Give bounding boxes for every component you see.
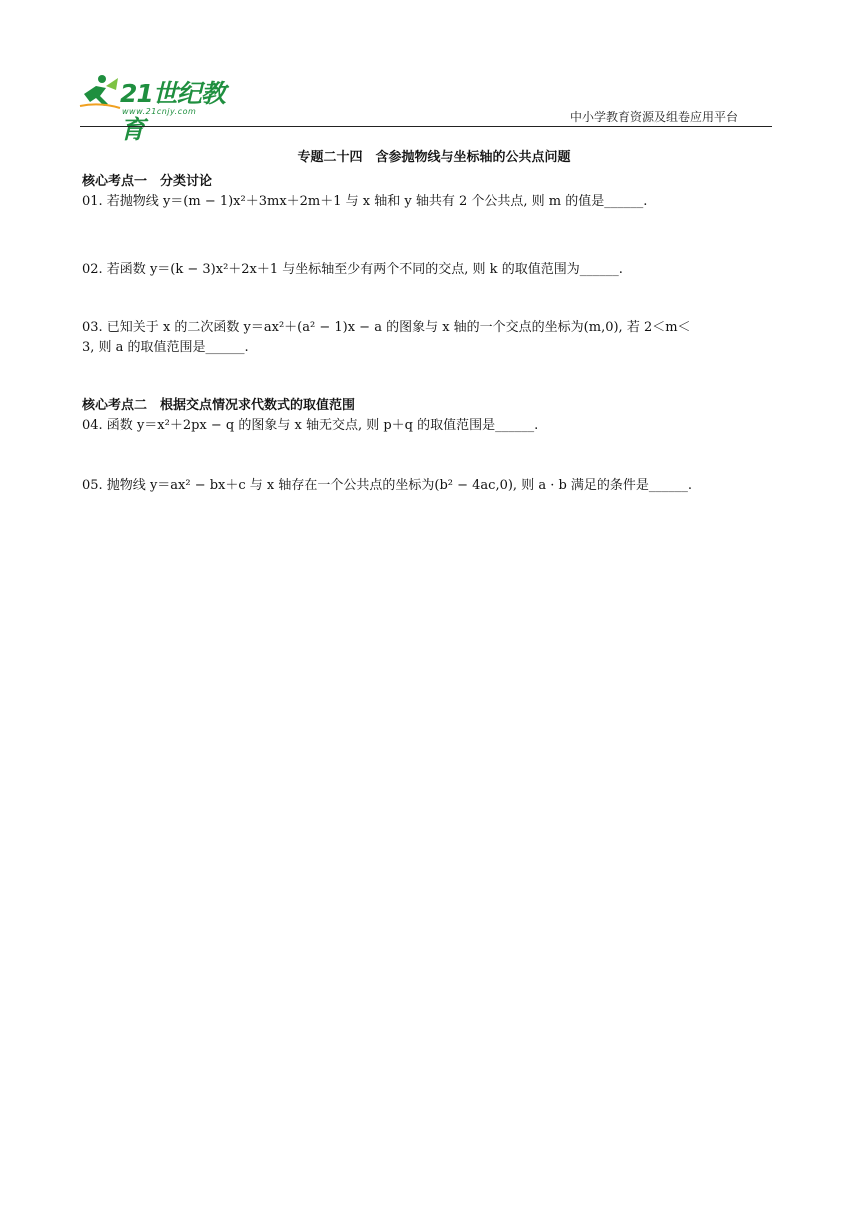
section-heading-2: 核心考点二 根据交点情况求代数式的取值范围 (82, 398, 356, 413)
logo-text: 21世纪教育 (120, 79, 225, 144)
doc-title: 专题二十四 含参抛物线与坐标轴的公共点问题 (297, 150, 571, 165)
question-03-line-1: 03. 已知关于 x 的二次函数 y＝ax²＋(a² − 1)x − a 的图象与 x 轴的一个交点的坐标为(m,0), 若 2＜m＜ (82, 320, 691, 335)
header-divider (80, 126, 772, 127)
question-05: 05. 抛物线 y＝ax² − bx＋c 与 x 轴存在一个公共点的坐标为(b² − 4ac,0), 则 a · b 满足的条件是______. (82, 478, 693, 493)
section-heading-1: 核心考点一 分类讨论 (82, 174, 213, 189)
runner-icon (78, 72, 122, 112)
question-02: 02. 若函数 y＝(k − 3)x²＋2x＋1 与坐标轴至少有两个不同的交点, 则 k 的取值范围为______. (82, 262, 623, 277)
platform-name: 中小学教育资源及组卷应用平台 (569, 110, 738, 124)
question-01: 01. 若抛物线 y＝(m − 1)x²＋3mx＋2m＋1 与 x 轴和 y 轴共有 2 个公共点, 则 m 的值是______. (82, 194, 648, 209)
question-03-line-2: 3, 则 a 的取值范围是______. (82, 340, 249, 355)
question-04: 04. 函数 y＝x²＋2px − q 的图象与 x 轴无交点, 则 p＋q 的取值范围是______. (82, 418, 539, 433)
logo-url: www.21cnjy.com (122, 107, 197, 116)
document-body (82, 148, 762, 496)
page-header (78, 66, 772, 144)
logo (78, 72, 248, 144)
